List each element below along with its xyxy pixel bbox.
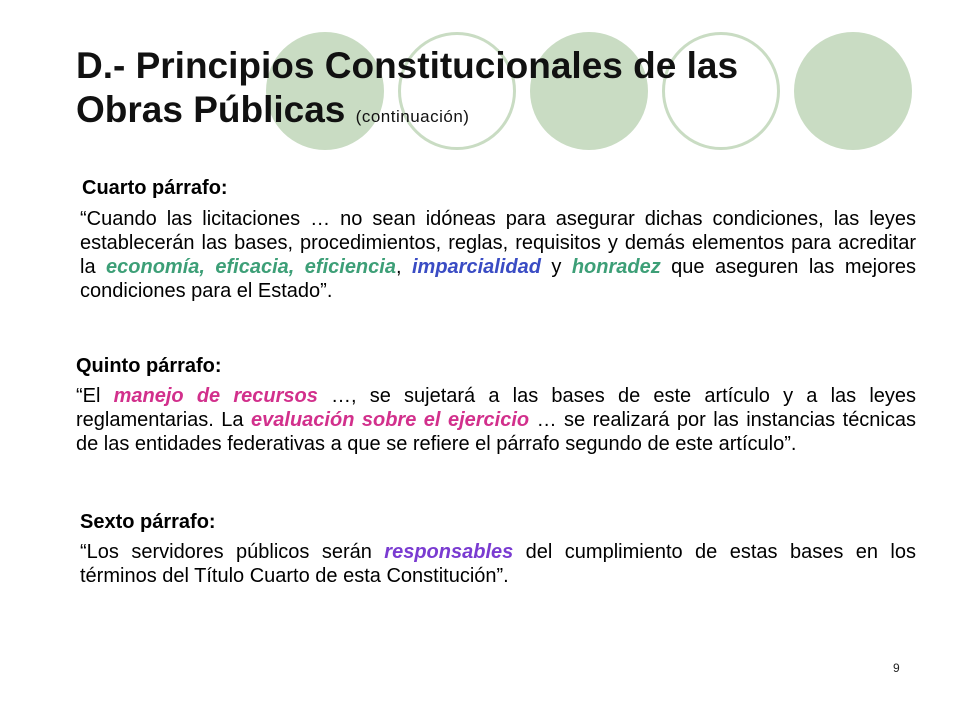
text-segment: “Los servidores públicos serán (80, 541, 385, 563)
highlight-economia-eficacia-eficiencia: economía, eficacia, eficiencia (106, 256, 396, 278)
text-segment: …, se sujetará a las bases de este artículo y a las leyes reglamentarias. La (76, 385, 917, 431)
text-segment: del cumplimiento de estas bases en los términos del Título Cuarto de esta Constitución”. (80, 541, 917, 587)
text-segment: , (395, 256, 412, 278)
section-heading-cuarto: Cuarto párrafo: (82, 177, 228, 199)
highlight-responsables: responsables (384, 541, 514, 563)
decor-circle-5 (794, 32, 912, 150)
highlight-honradez: honradez (571, 256, 661, 278)
section-heading-sexto: Sexto párrafo: (80, 511, 216, 533)
section-text-cuarto (80, 207, 916, 303)
highlight-manejo-de-recursos: manejo de recursos (113, 385, 318, 407)
section-text-quinto (76, 384, 916, 456)
slide-title (76, 44, 738, 139)
text-segment: “El (76, 385, 114, 407)
slide-title-suffix: (continuación) (355, 107, 470, 126)
text-segment: que aseguren las mejores condiciones para el Estado”. (80, 256, 917, 302)
highlight-imparcialidad: imparcialidad (411, 256, 541, 278)
slide-title-line-2 (76, 88, 738, 139)
slide-title-line-1: D.- Principios Constitucionales de las (76, 45, 739, 86)
slide-title-main: Obras Públicas (76, 89, 346, 130)
text-segment: … se realizará por las instancias técnicas de las entidades federativas a que se refiere el párrafo segundo de este artículo”. (76, 409, 917, 455)
text-segment: y (540, 256, 572, 278)
highlight-evaluacion-sobre-el-ejercicio: evaluación sobre el ejercicio (251, 409, 530, 431)
text-segment: “Cuando las licitaciones … no sean idóneas para asegurar dichas condiciones, las leyes establecerán las bases, procedimientos, reglas, requisitos y demás elementos para acreditar la (80, 208, 916, 278)
section-text-sexto (80, 540, 916, 588)
section-heading-quinto: Quinto párrafo: (76, 355, 222, 377)
page-number: 9 (893, 661, 900, 675)
